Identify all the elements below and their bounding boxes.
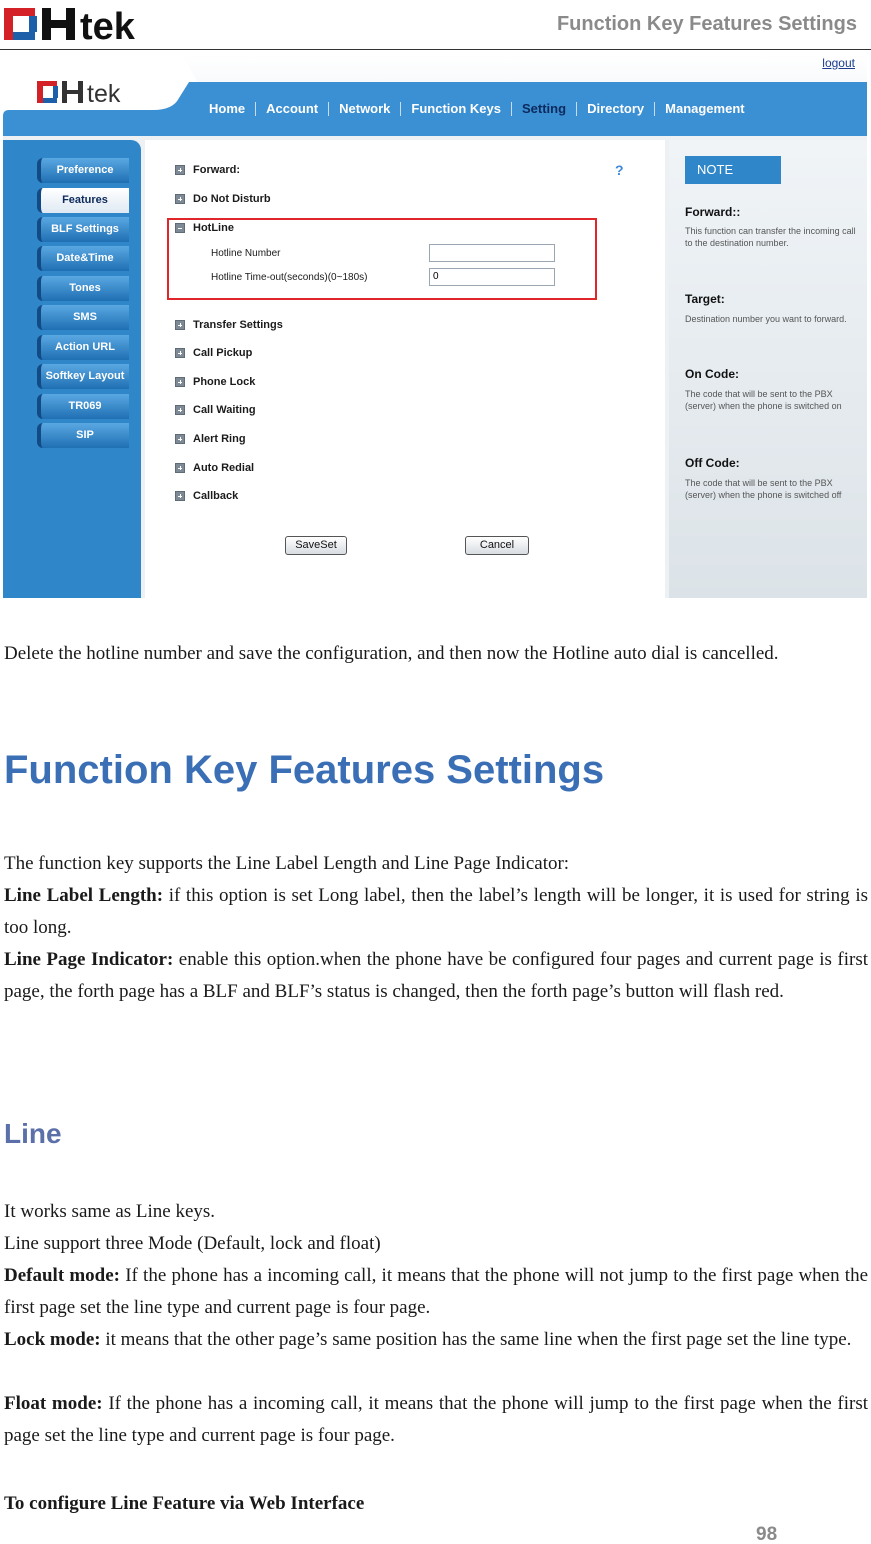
nav-function-keys[interactable]: Function Keys — [400, 102, 511, 116]
sidebar-item-tr069[interactable]: TR069 — [37, 394, 129, 419]
paragraph: The function key supports the Line Label Length and Line Page Indicator: — [4, 853, 570, 874]
section-alert-ring[interactable]: Alert Ring — [175, 433, 246, 445]
nav-setting[interactable]: Setting — [511, 102, 576, 116]
hotline-timeout-input[interactable]: 0 — [429, 268, 555, 286]
header-title: Function Key Features Settings — [556, 13, 857, 35]
saveset-button[interactable]: SaveSet — [285, 536, 347, 555]
section-do-not-disturb[interactable]: Do Not Disturb — [175, 193, 271, 205]
hotline-number-input[interactable] — [429, 244, 555, 262]
note-title: Forward:: — [685, 205, 741, 219]
hotline-timeout-label: Hotline Time-out(seconds)(0~180s) — [211, 272, 368, 283]
section-callback[interactable]: Callback — [175, 490, 238, 502]
sidebar-item-sip[interactable]: SIP — [37, 423, 129, 448]
nav-home[interactable]: Home — [209, 101, 246, 116]
section-heading: Function Key Features Settings — [4, 748, 605, 792]
subsection-heading: Line — [4, 1118, 62, 1149]
section-call-pickup[interactable]: Call Pickup — [175, 347, 252, 359]
features-panel — [145, 140, 665, 598]
paragraph-lock-mode: Lock mode: it means that the other page’s same position has the same line when the first page set the line type. — [4, 1329, 852, 1350]
expand-icon[interactable] — [175, 463, 185, 473]
sidebar-item-sms[interactable]: SMS — [37, 305, 129, 330]
term: Line Label Length: — [4, 885, 164, 906]
note-panel — [669, 140, 867, 598]
nav-network[interactable]: Network — [328, 102, 400, 116]
logout-link[interactable]: logout — [822, 56, 855, 70]
note-text: The code that will be sent to the PBX (server) when the phone is switched off — [685, 478, 842, 500]
section-auto-redial[interactable]: Auto Redial — [175, 462, 254, 474]
expand-icon[interactable] — [175, 165, 185, 175]
expand-icon[interactable] — [175, 377, 185, 387]
note-title: Target: — [685, 292, 725, 306]
nav-menu — [199, 102, 755, 116]
paragraph-float-mode: Float mode: If the phone has a incoming call, it means that the phone will jump to the first page when the first page set the line type and current page is four page. — [4, 1393, 868, 1446]
note-text: The code that will be sent to the PBX (server) when the phone is switched on — [685, 389, 842, 411]
sidebar — [3, 140, 141, 598]
section-transfer-settings[interactable]: Transfer Settings — [175, 319, 283, 331]
help-icon[interactable]: ? — [615, 162, 624, 178]
web-ui-screenshot — [3, 54, 867, 598]
svg-text:tek: tek — [80, 6, 135, 42]
paragraph: Line support three Mode (Default, lock and float) — [4, 1233, 381, 1254]
expand-icon[interactable] — [175, 194, 185, 204]
hotline-number-label: Hotline Number — [211, 248, 281, 259]
page-number: 98 — [756, 1524, 778, 1544]
htek-logo — [4, 6, 194, 42]
nav-logo — [37, 80, 147, 106]
sidebar-item-preference[interactable]: Preference — [37, 158, 129, 183]
expand-icon[interactable] — [175, 348, 185, 358]
page-header — [0, 0, 871, 50]
paragraph-line-page-indicator: Line Page Indicator: enable this option.when the phone have be configured four pages and current page is first page, the forth page has a BLF and BLF’s status is changed, then the forth page’s button will flash red. — [4, 949, 868, 1002]
section-call-waiting[interactable]: Call Waiting — [175, 404, 256, 416]
configure-title: To configure Line Feature via Web Interface — [4, 1493, 365, 1514]
section-hotline[interactable]: HotLine — [175, 222, 234, 234]
note-title: On Code: — [685, 367, 739, 381]
svg-text:tek: tek — [87, 80, 121, 106]
nav-directory[interactable]: Directory — [576, 102, 654, 116]
paragraph-default-mode: Default mode: If the phone has a incoming call, it means that the phone will not jump to the first page when the first page set the line type and current page is four page. — [4, 1265, 869, 1318]
sidebar-item-action-url[interactable]: Action URL — [37, 335, 129, 360]
sidebar-item-tones[interactable]: Tones — [37, 276, 129, 301]
sidebar-item-date-time[interactable]: Date&Time — [37, 246, 129, 271]
expand-icon[interactable] — [175, 405, 185, 415]
navbar — [3, 54, 867, 116]
term: Line Page Indicator: — [4, 949, 174, 970]
collapse-icon[interactable] — [175, 223, 185, 233]
expand-icon[interactable] — [175, 434, 185, 444]
intro-paragraph: Delete the hotline number and save the configuration, and then now the Hotline auto dial is cancelled. — [4, 643, 779, 664]
paragraph: It works same as Line keys. — [4, 1201, 216, 1222]
cancel-button[interactable]: Cancel — [465, 536, 529, 555]
note-text: Destination number you want to forward. — [685, 314, 847, 324]
expand-icon[interactable] — [175, 491, 185, 501]
sidebar-item-blf-settings[interactable]: BLF Settings — [37, 217, 129, 242]
nav-management[interactable]: Management — [654, 102, 754, 116]
term: Float mode: — [4, 1393, 103, 1414]
paragraph-line-label-length: Line Label Length: if this option is set Long label, then the label’s length will be longer, it is used for string is too long. — [4, 885, 868, 938]
note-tab: NOTE — [685, 156, 781, 184]
note-text: This function can transfer the incoming call to the destination number. — [685, 226, 856, 248]
section-phone-lock[interactable]: Phone Lock — [175, 376, 255, 388]
term: Lock mode: — [4, 1329, 101, 1350]
nav-account[interactable]: Account — [255, 102, 328, 116]
term: Default mode: — [4, 1265, 121, 1286]
note-title: Off Code: — [685, 456, 740, 470]
expand-icon[interactable] — [175, 320, 185, 330]
sidebar-item-softkey-layout[interactable]: Softkey Layout — [37, 364, 129, 389]
sidebar-item-features[interactable]: Features — [37, 188, 129, 213]
section-forward[interactable]: Forward: — [175, 164, 240, 176]
